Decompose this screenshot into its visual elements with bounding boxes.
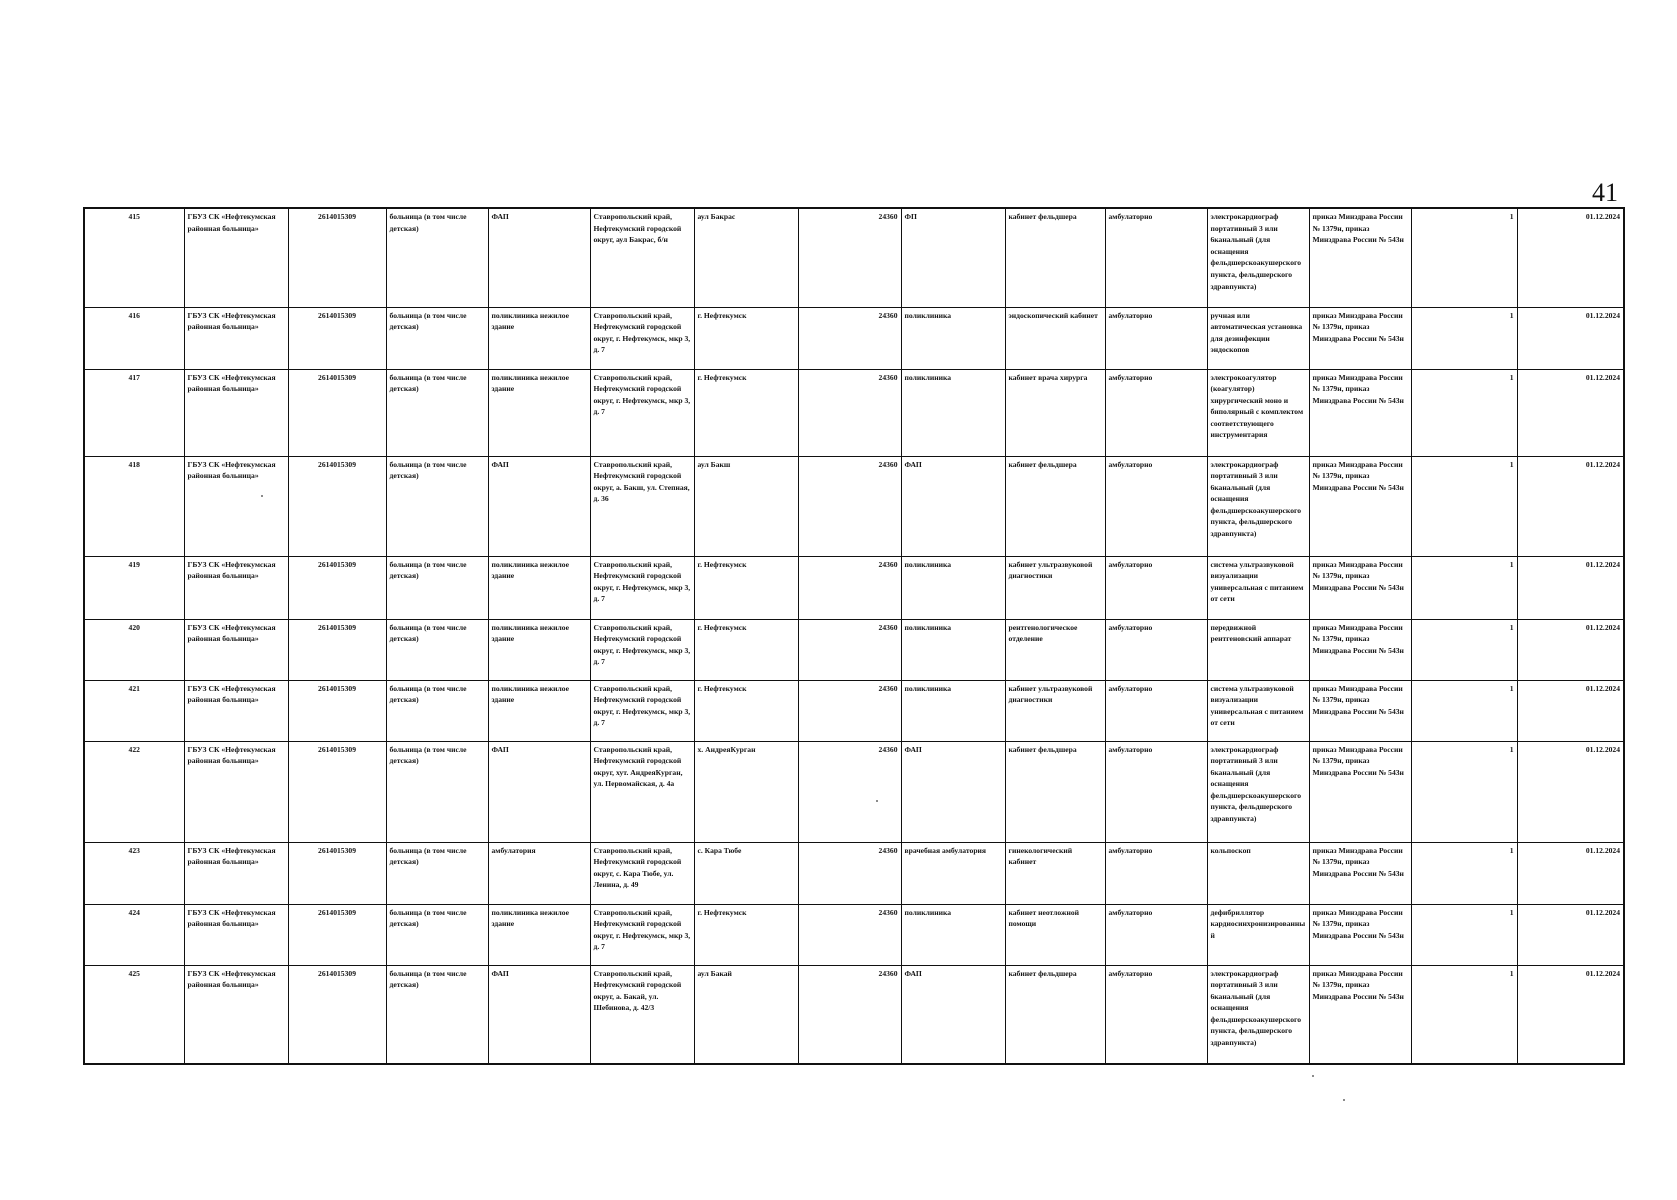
building-type: ФАП <box>488 456 590 556</box>
scan-speck <box>876 800 878 802</box>
unit-cell: поликлиника <box>901 904 1005 965</box>
room-cell: кабинет врача хирурга <box>1005 369 1105 456</box>
table-row <box>84 208 1624 307</box>
institution-type: больница (в том числе детская) <box>386 619 488 680</box>
table-row <box>84 556 1624 619</box>
quantity-cell: 1 <box>1411 965 1517 1064</box>
settlement-cell: г. Нефтекумск <box>694 619 798 680</box>
equipment-table <box>83 207 1625 1065</box>
care-mode-cell: амбулаторно <box>1105 680 1207 741</box>
equipment-cell: передвижной рентгеновский аппарат <box>1207 619 1309 680</box>
equipment-cell: электрокоагулятор (коагулятор) хирургический моно и биполярный с комплектом соответствующего инструментария <box>1207 369 1309 456</box>
order-cell: приказ Минздрава России № 1379н, приказ Минздрава России № 543н <box>1309 619 1411 680</box>
quantity-cell: 1 <box>1411 307 1517 369</box>
equipment-cell: электрокардиограф портативный 3 или 6канальный (для оснащения фельдшерскоакушерского пункта, фельдшерского здравпункта) <box>1207 965 1309 1064</box>
inn-cell: 2614015309 <box>288 842 386 904</box>
address-cell: Ставропольский край, Нефтекумский городской округ, с. Кара Тюбе, ул. Ленина, д. 49 <box>590 842 694 904</box>
room-cell: кабинет неотложной помощи <box>1005 904 1105 965</box>
care-mode-cell: амбулаторно <box>1105 556 1207 619</box>
building-type: поликлиника нежилое здание <box>488 904 590 965</box>
care-mode-cell: амбулаторно <box>1105 965 1207 1064</box>
inn-cell: 2614015309 <box>288 680 386 741</box>
code-cell: 24360 <box>798 741 901 842</box>
equipment-cell: система ультразвуковой визуализации универсальная с питанием от сети <box>1207 556 1309 619</box>
unit-cell: поликлиника <box>901 556 1005 619</box>
equipment-cell: электрокардиограф портативный 3 или 6канальный (для оснащения фельдшерскоакушерского пункта, фельдшерского здравпункта) <box>1207 208 1309 307</box>
quantity-cell: 1 <box>1411 741 1517 842</box>
address-cell: Ставропольский край, Нефтекумский городской округ, а. Бакай, ул. Шебинова, д. 42/3 <box>590 965 694 1064</box>
care-mode-cell: амбулаторно <box>1105 904 1207 965</box>
address-cell: Ставропольский край, Нефтекумский городской округ, г. Нефтекумск, мкр 3, д. 7 <box>590 904 694 965</box>
institution-type: больница (в том числе детская) <box>386 741 488 842</box>
organization-name: ГБУЗ СК «Нефтекумская районная больница» <box>184 904 288 965</box>
date-cell: 01.12.2024 <box>1517 904 1624 965</box>
row-number: 422 <box>84 741 184 842</box>
room-cell: кабинет фельдшера <box>1005 456 1105 556</box>
inn-cell: 2614015309 <box>288 904 386 965</box>
settlement-cell: х. АндреяКурган <box>694 741 798 842</box>
inn-cell: 2614015309 <box>288 965 386 1064</box>
organization-name: ГБУЗ СК «Нефтекумская районная больница» <box>184 741 288 842</box>
order-cell: приказ Минздрава России № 1379н, приказ Минздрава России № 543н <box>1309 904 1411 965</box>
date-cell: 01.12.2024 <box>1517 307 1624 369</box>
care-mode-cell: амбулаторно <box>1105 369 1207 456</box>
equipment-cell: электрокардиограф портативный 3 или 6канальный (для оснащения фельдшерскоакушерского пункта, фельдшерского здравпункта) <box>1207 741 1309 842</box>
quantity-cell: 1 <box>1411 842 1517 904</box>
organization-name: ГБУЗ СК «Нефтекумская районная больница» <box>184 680 288 741</box>
date-cell: 01.12.2024 <box>1517 842 1624 904</box>
unit-cell: ФП <box>901 208 1005 307</box>
address-cell: Ставропольский край, Нефтекумский городской округ, г. Нефтекумск, мкр 3, д. 7 <box>590 369 694 456</box>
date-cell: 01.12.2024 <box>1517 556 1624 619</box>
inn-cell: 2614015309 <box>288 456 386 556</box>
order-cell: приказ Минздрава России № 1379н, приказ Минздрава России № 543н <box>1309 741 1411 842</box>
order-cell: приказ Минздрава России № 1379н, приказ Минздрава России № 543н <box>1309 842 1411 904</box>
row-number: 415 <box>84 208 184 307</box>
building-type: поликлиника нежилое здание <box>488 680 590 741</box>
table-row <box>84 741 1624 842</box>
organization-name: ГБУЗ СК «Нефтекумская районная больница» <box>184 456 288 556</box>
code-cell: 24360 <box>798 619 901 680</box>
unit-cell: ФАП <box>901 456 1005 556</box>
table-row <box>84 307 1624 369</box>
order-cell: приказ Минздрава России № 1379н, приказ Минздрава России № 543н <box>1309 965 1411 1064</box>
inn-cell: 2614015309 <box>288 556 386 619</box>
unit-cell: поликлиника <box>901 369 1005 456</box>
code-cell: 24360 <box>798 680 901 741</box>
room-cell: кабинет ультразвуковой диагностики <box>1005 680 1105 741</box>
table-row <box>84 369 1624 456</box>
room-cell: кабинет фельдшера <box>1005 741 1105 842</box>
care-mode-cell: амбулаторно <box>1105 456 1207 556</box>
quantity-cell: 1 <box>1411 904 1517 965</box>
organization-name: ГБУЗ СК «Нефтекумская районная больница» <box>184 842 288 904</box>
unit-cell: поликлиника <box>901 680 1005 741</box>
order-cell: приказ Минздрава России № 1379н, приказ Минздрава России № 543н <box>1309 208 1411 307</box>
settlement-cell: г. Нефтекумск <box>694 904 798 965</box>
building-type: ФАП <box>488 741 590 842</box>
institution-type: больница (в том числе детская) <box>386 680 488 741</box>
unit-cell: врачебная амбулатория <box>901 842 1005 904</box>
quantity-cell: 1 <box>1411 680 1517 741</box>
row-number: 419 <box>84 556 184 619</box>
equipment-cell: дефибриллятор кардиосинхронизированный <box>1207 904 1309 965</box>
date-cell: 01.12.2024 <box>1517 456 1624 556</box>
address-cell: Ставропольский край, Нефтекумский городской округ, хут. АндреяКурган, ул. Первомайская, д. 4а <box>590 741 694 842</box>
unit-cell: ФАП <box>901 741 1005 842</box>
building-type: ФАП <box>488 965 590 1064</box>
row-number: 417 <box>84 369 184 456</box>
inn-cell: 2614015309 <box>288 307 386 369</box>
organization-name: ГБУЗ СК «Нефтекумская районная больница» <box>184 965 288 1064</box>
care-mode-cell: амбулаторно <box>1105 619 1207 680</box>
code-cell: 24360 <box>798 456 901 556</box>
equipment-cell: кольпоскоп <box>1207 842 1309 904</box>
code-cell: 24360 <box>798 208 901 307</box>
quantity-cell: 1 <box>1411 619 1517 680</box>
quantity-cell: 1 <box>1411 556 1517 619</box>
table-body <box>84 208 1624 1064</box>
table-row <box>84 680 1624 741</box>
table-row <box>84 456 1624 556</box>
date-cell: 01.12.2024 <box>1517 619 1624 680</box>
room-cell: гинекологический кабинет <box>1005 842 1105 904</box>
code-cell: 24360 <box>798 965 901 1064</box>
care-mode-cell: амбулаторно <box>1105 208 1207 307</box>
quantity-cell: 1 <box>1411 208 1517 307</box>
code-cell: 24360 <box>798 307 901 369</box>
organization-name: ГБУЗ СК «Нефтекумская районная больница» <box>184 307 288 369</box>
building-type: поликлиника нежилое здание <box>488 619 590 680</box>
row-number: 425 <box>84 965 184 1064</box>
settlement-cell: аул Бакш <box>694 456 798 556</box>
date-cell: 01.12.2024 <box>1517 680 1624 741</box>
row-number: 423 <box>84 842 184 904</box>
settlement-cell: г. Нефтекумск <box>694 556 798 619</box>
equipment-cell: система ультразвуковой визуализации универсальная с питанием от сети <box>1207 680 1309 741</box>
order-cell: приказ Минздрава России № 1379н, приказ Минздрава России № 543н <box>1309 680 1411 741</box>
institution-type: больница (в том числе детская) <box>386 965 488 1064</box>
code-cell: 24360 <box>798 369 901 456</box>
scan-speck <box>1343 1099 1345 1101</box>
inn-cell: 2614015309 <box>288 741 386 842</box>
equipment-cell: ручная или автоматическая установка для дезинфекции эндоскопов <box>1207 307 1309 369</box>
scan-speck <box>1312 1075 1314 1077</box>
code-cell: 24360 <box>798 556 901 619</box>
equipment-cell: электрокардиограф портативный 3 или 6канальный (для оснащения фельдшерскоакушерского пункта, фельдшерского здравпункта) <box>1207 456 1309 556</box>
settlement-cell: г. Нефтекумск <box>694 307 798 369</box>
institution-type: больница (в том числе детская) <box>386 369 488 456</box>
settlement-cell: г. Нефтекумск <box>694 369 798 456</box>
room-cell: кабинет ультразвуковой диагностики <box>1005 556 1105 619</box>
institution-type: больница (в том числе детская) <box>386 208 488 307</box>
unit-cell: поликлиника <box>901 307 1005 369</box>
address-cell: Ставропольский край, Нефтекумский городской округ, а. Бакш, ул. Степная, д. 36 <box>590 456 694 556</box>
quantity-cell: 1 <box>1411 456 1517 556</box>
row-number: 424 <box>84 904 184 965</box>
row-number: 416 <box>84 307 184 369</box>
date-cell: 01.12.2024 <box>1517 369 1624 456</box>
building-type: ФАП <box>488 208 590 307</box>
table-row <box>84 965 1624 1064</box>
organization-name: ГБУЗ СК «Нефтекумская районная больница» <box>184 556 288 619</box>
address-cell: Ставропольский край, Нефтекумский городской округ, г. Нефтекумск, мкр 3, д. 7 <box>590 680 694 741</box>
row-number: 421 <box>84 680 184 741</box>
institution-type: больница (в том числе детская) <box>386 307 488 369</box>
order-cell: приказ Минздрава России № 1379н, приказ Минздрава России № 543н <box>1309 307 1411 369</box>
inn-cell: 2614015309 <box>288 369 386 456</box>
organization-name: ГБУЗ СК «Нефтекумская районная больница» <box>184 208 288 307</box>
address-cell: Ставропольский край, Нефтекумский городской округ, г. Нефтекумск, мкр 3, д. 7 <box>590 307 694 369</box>
room-cell: рентгенологическое отделение <box>1005 619 1105 680</box>
order-cell: приказ Минздрава России № 1379н, приказ Минздрава России № 543н <box>1309 556 1411 619</box>
order-cell: приказ Минздрава России № 1379н, приказ Минздрава России № 543н <box>1309 456 1411 556</box>
address-cell: Ставропольский край, Нефтекумский городской округ, аул Бакрас, б/н <box>590 208 694 307</box>
care-mode-cell: амбулаторно <box>1105 307 1207 369</box>
inn-cell: 2614015309 <box>288 619 386 680</box>
address-cell: Ставропольский край, Нефтекумский городской округ, г. Нефтекумск, мкр 3, д. 7 <box>590 619 694 680</box>
building-type: поликлиника нежилое здание <box>488 556 590 619</box>
scan-speck <box>261 495 263 497</box>
unit-cell: ФАП <box>901 965 1005 1064</box>
date-cell: 01.12.2024 <box>1517 741 1624 842</box>
inn-cell: 2614015309 <box>288 208 386 307</box>
date-cell: 01.12.2024 <box>1517 965 1624 1064</box>
room-cell: кабинет фельдшера <box>1005 208 1105 307</box>
room-cell: эндоскопический кабинет <box>1005 307 1105 369</box>
institution-type: больница (в том числе детская) <box>386 842 488 904</box>
code-cell: 24360 <box>798 904 901 965</box>
unit-cell: поликлиника <box>901 619 1005 680</box>
address-cell: Ставропольский край, Нефтекумский городской округ, г. Нефтекумск, мкр 3, д. 7 <box>590 556 694 619</box>
page-number: 41 <box>1592 178 1618 207</box>
care-mode-cell: амбулаторно <box>1105 842 1207 904</box>
settlement-cell: г. Нефтекумск <box>694 680 798 741</box>
row-number: 418 <box>84 456 184 556</box>
settlement-cell: аул Бакай <box>694 965 798 1064</box>
institution-type: больница (в том числе детская) <box>386 904 488 965</box>
building-type: амбулатория <box>488 842 590 904</box>
order-cell: приказ Минздрава России № 1379н, приказ Минздрава России № 543н <box>1309 369 1411 456</box>
table-row <box>84 619 1624 680</box>
date-cell: 01.12.2024 <box>1517 208 1624 307</box>
table-row <box>84 904 1624 965</box>
institution-type: больница (в том числе детская) <box>386 556 488 619</box>
organization-name: ГБУЗ СК «Нефтекумская районная больница» <box>184 369 288 456</box>
institution-type: больница (в том числе детская) <box>386 456 488 556</box>
settlement-cell: с. Кара Тюбе <box>694 842 798 904</box>
building-type: поликлиника нежилое здание <box>488 307 590 369</box>
table-row <box>84 842 1624 904</box>
room-cell: кабинет фельдшера <box>1005 965 1105 1064</box>
quantity-cell: 1 <box>1411 369 1517 456</box>
row-number: 420 <box>84 619 184 680</box>
care-mode-cell: амбулаторно <box>1105 741 1207 842</box>
organization-name: ГБУЗ СК «Нефтекумская районная больница» <box>184 619 288 680</box>
building-type: поликлиника нежилое здание <box>488 369 590 456</box>
code-cell: 24360 <box>798 842 901 904</box>
settlement-cell: аул Бакрас <box>694 208 798 307</box>
